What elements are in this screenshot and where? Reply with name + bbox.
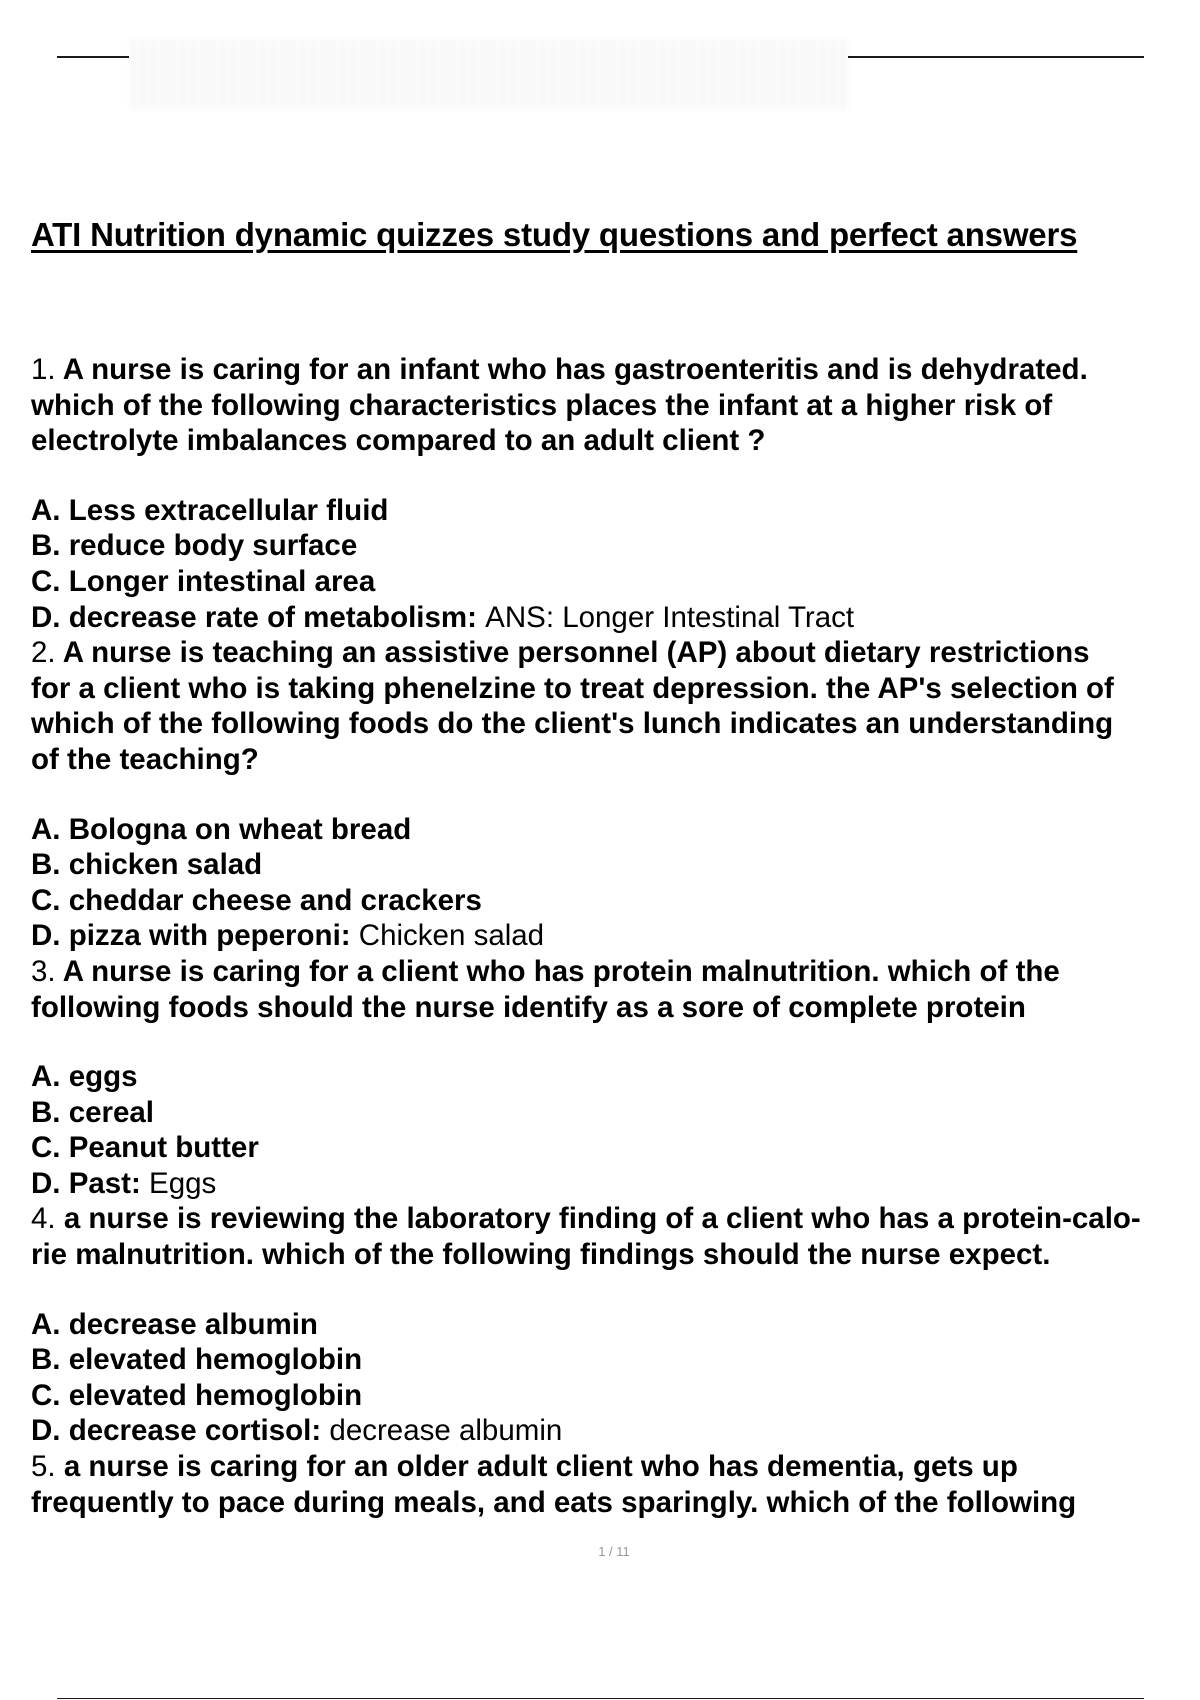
question-number: 4.: [31, 1202, 56, 1236]
answer-option: B. chicken salad: [31, 848, 263, 882]
answer-option: A. decrease albumin: [31, 1307, 318, 1341]
correct-answer: Eggs: [149, 1166, 217, 1200]
question-number: 2.: [31, 636, 56, 670]
answer-option: D. decrease rate of metabolism: ANS: Longer Intestinal Tract: [31, 600, 855, 634]
top-right-rule: [848, 56, 1144, 58]
question-stem-line: frequently to pace during meals, and eats sparingly. which of the following: [31, 1485, 1077, 1519]
question-1: [31, 352, 1200, 635]
answer-option: D. Past: Eggs: [31, 1166, 217, 1200]
answer-option: C. Peanut butter: [31, 1131, 259, 1165]
question-stem-line: 4. a nurse is reviewing the laboratory finding of a client who has a protein-calo-: [31, 1202, 1141, 1236]
correct-answer: decrease albumin: [329, 1414, 563, 1448]
question-2: [31, 635, 1200, 954]
answer-option: D. pizza with peperoni: Chicken salad: [31, 919, 545, 953]
question-number: 1.: [31, 353, 56, 386]
correct-answer: Chicken salad: [358, 919, 545, 953]
answer-option: C. elevated hemoglobin: [31, 1378, 363, 1412]
question-stem-line: 5. a nurse is caring for an older adult client who has dementia, gets up: [31, 1450, 1018, 1484]
page-number: 1 / 11: [598, 1544, 630, 1559]
question-stem-line: 2. A nurse is teaching an assistive personnel (AP) about dietary restrictions: [31, 636, 1090, 670]
question-4: [31, 1201, 1200, 1449]
answer-option: B. reduce body surface: [31, 529, 358, 563]
question-stem-line: which of the following characteristics places the infant at a higher risk of: [31, 388, 1053, 422]
document-body: [31, 352, 1200, 1520]
answer-option: A. eggs: [31, 1060, 138, 1094]
top-left-rule: [57, 56, 129, 58]
answer-option: C. Longer intestinal area: [31, 564, 376, 598]
answer-option: D. decrease cortisol: decrease albumin: [31, 1414, 563, 1448]
answer-option: C. cheddar cheese and crackers: [31, 883, 482, 917]
answer-option: A. Less extracellular fluid: [31, 493, 389, 527]
document-title: ATI Nutrition dynamic quizzes study questions and perfect answers: [31, 216, 1078, 253]
question-3: [31, 954, 1200, 1202]
bottom-rule: [57, 1698, 1144, 1699]
question-stem-line: 3. A nurse is caring for a client who has protein malnutrition. which of the: [31, 954, 1060, 988]
answer-option: A. Bologna on wheat bread: [31, 812, 412, 846]
question-5: [31, 1449, 1200, 1520]
question-stem-line: which of the following foods do the client's lunch indicates an understanding: [31, 707, 1114, 741]
question-stem-line: rie malnutrition. which of the following findings should the nurse expect.: [31, 1238, 1051, 1272]
question-number: 5.: [31, 1450, 56, 1484]
correct-answer: ANS: Longer Intestinal Tract: [485, 600, 855, 634]
question-number: 3.: [31, 954, 56, 988]
answer-option: B. cereal: [31, 1095, 154, 1129]
question-stem-line: following foods should the nurse identify as a sore of complete protein: [31, 990, 1026, 1024]
question-stem-line: for a client who is taking phenelzine to treat depression. the AP's selection of: [31, 671, 1114, 705]
question-stem-line: electrolyte imbalances compared to an adult client ?: [31, 424, 766, 458]
blurred-header-watermark: [130, 38, 850, 110]
question-stem-line: 1. A nurse is caring for an infant who has gastroenteritis and is dehydrated.: [31, 353, 1088, 386]
answer-option: B. elevated hemoglobin: [31, 1343, 363, 1377]
question-stem-line: of the teaching?: [31, 742, 259, 776]
